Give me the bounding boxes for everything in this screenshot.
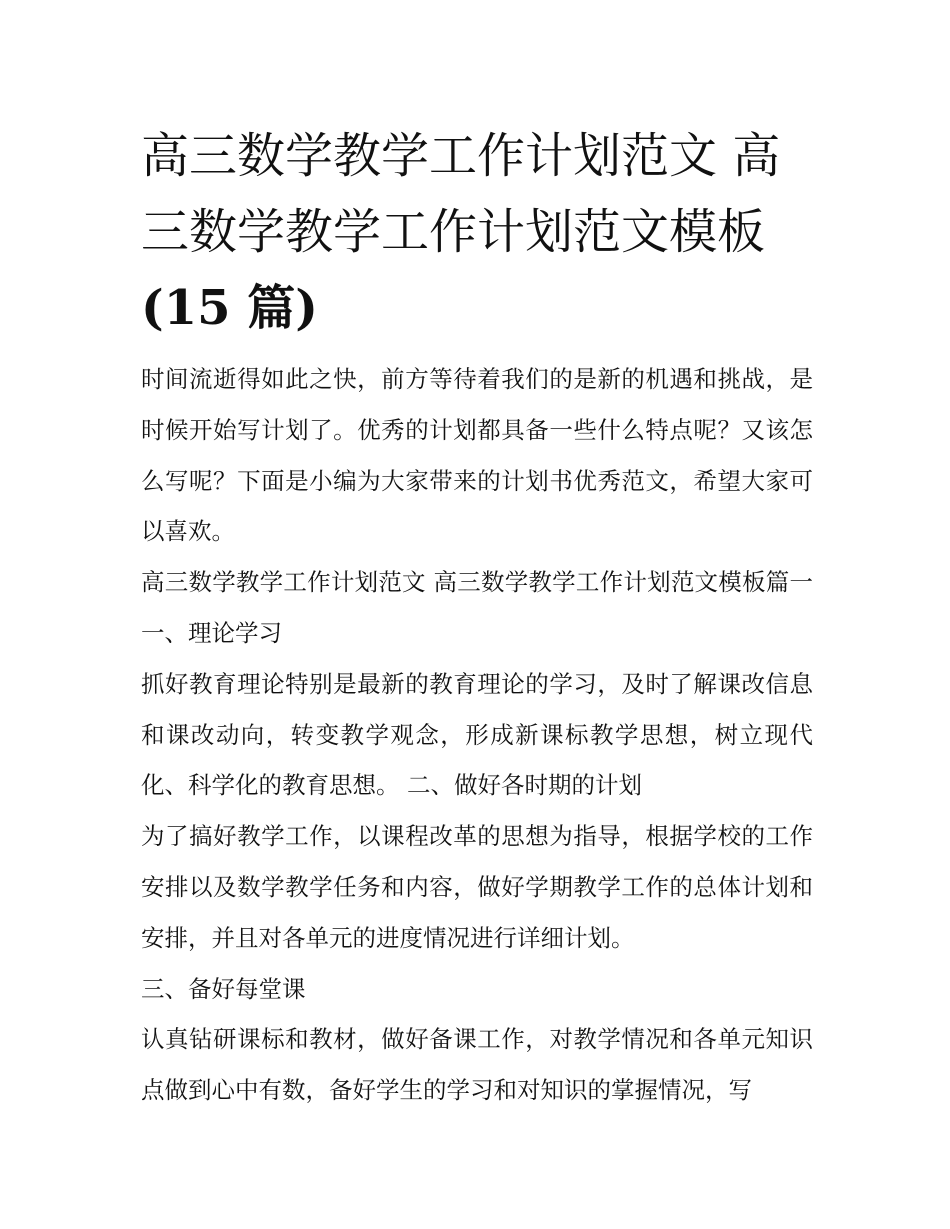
planning-paragraph: 为了搞好教学工作，以课程改革的思想为指导，根据学校的工作安排以及数学教学任务和内容，做好学期教学工作的总体计划和安排，并且对各单元的进度情况进行详细计划。 (141, 822, 813, 952)
intro-paragraph: 时间流逝得如此之快，前方等待着我们的是新的机遇和挑战，是时候开始写计划了。优秀的计划都具备一些什么特点呢？又该怎么写呢？下面是小编为大家带来的计划书优秀范文，希望大家可以喜欢。 (141, 365, 813, 546)
theory-study-paragraph: 抓好教育理论特别是最新的教育理论的学习，及时了解课改信息和课改动向，转变教学观念，形成新课标教学思想，树立现代化、科学化的教育思想。 二、做好各时期的计划 (141, 669, 813, 800)
document-content (141, 118, 813, 1116)
document-title-main: 高三数学教学工作计划范文 高三数学教学工作计划范文模板 (141, 128, 781, 260)
lesson-prep-heading: 三、备好每堂课 (141, 974, 306, 1003)
title-spacer (141, 346, 813, 354)
section-heading-paragraph: 高三数学教学工作计划范文 高三数学教学工作计划范文模板篇一 一、理论学习 (141, 568, 813, 647)
lesson-prep-paragraph: 认真钻研课标和教材，做好备课工作，对教学情况和各单元知识点做到心中有数，备好学生的学习和对知识的掌握情况，写 (141, 1025, 813, 1105)
document-title (141, 118, 813, 346)
document-title-tail: (15 篇) (141, 280, 318, 336)
